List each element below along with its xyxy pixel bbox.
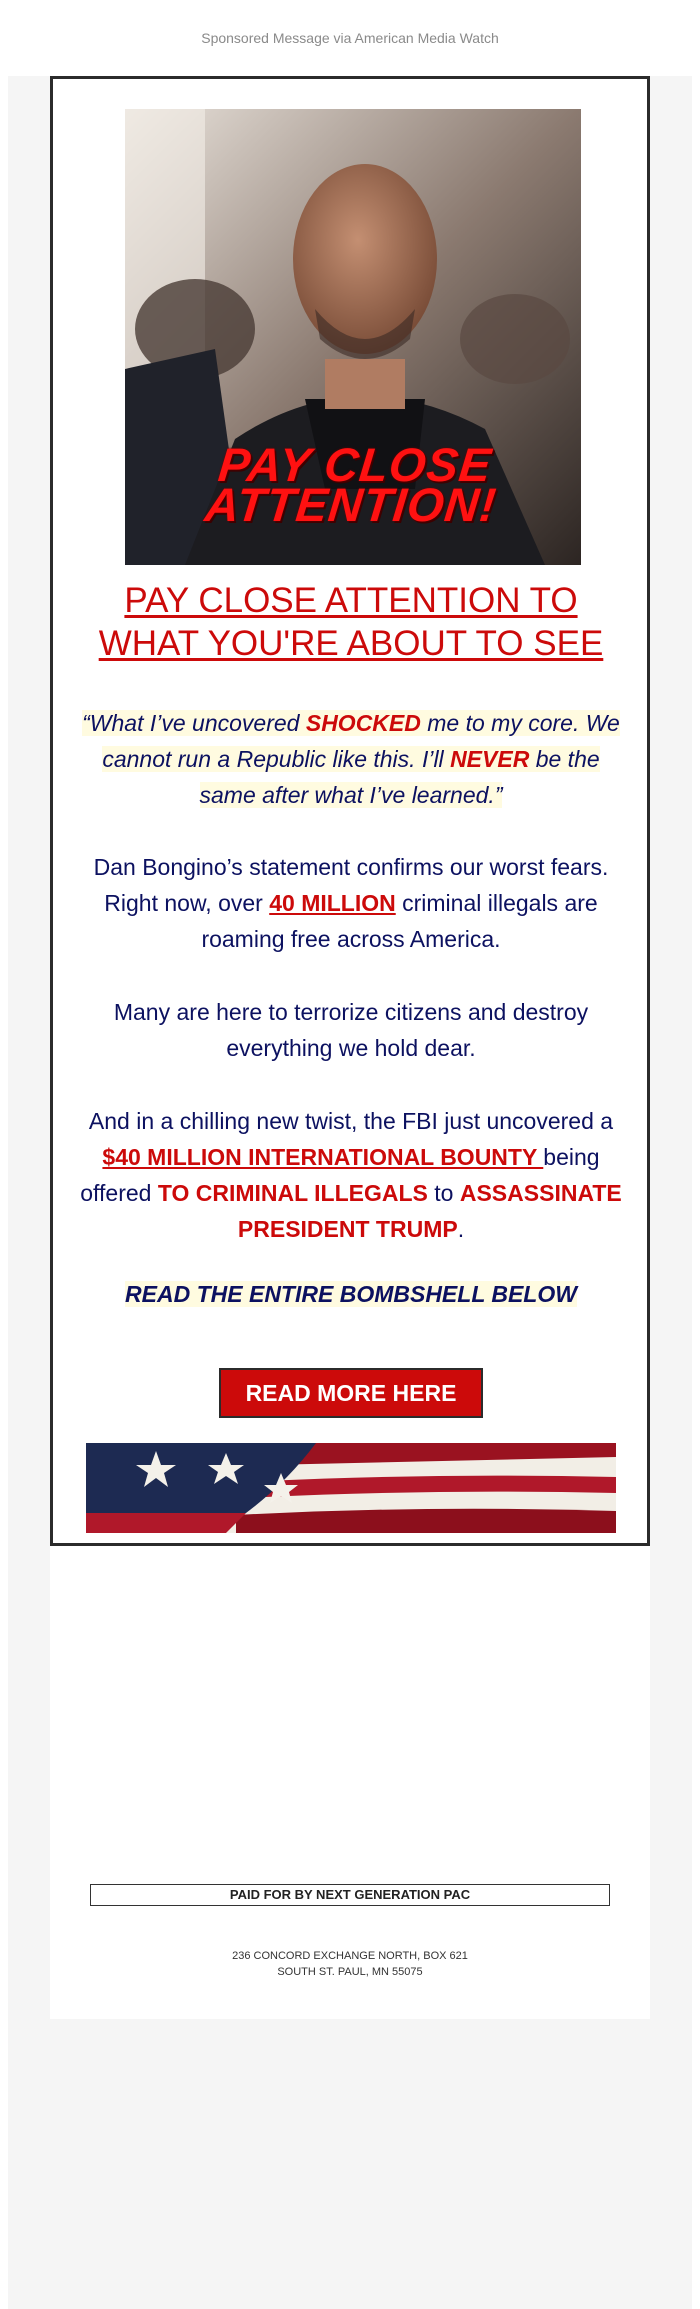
preheader [0,0,700,76]
flag-illustration [86,1443,616,1533]
para3-part3: to [427,1180,460,1206]
main-content-box [50,76,650,1546]
cta-text [73,1276,629,1312]
quote-part1: “What I’ve uncovered [82,710,306,736]
para1-part1: Dan Bongino’s statement confirms our worst fears. Right now, over [93,854,609,916]
para1-part2: criminal illegals are roaming free across America. [201,890,598,952]
para3-part2: being offered [80,1144,600,1206]
para3-bounty-link[interactable]: $40 MILLION INTERNATIONAL BOUNTY [102,1144,544,1170]
quote-part3: be the same after what I’ve learned.” [199,746,600,808]
paragraph-bounty [73,1103,629,1247]
preheader-text: Sponsored Message via American Media Watch [201,30,499,46]
quote-part2: me to my core. We cannot run a Republic like this. I’ll [102,710,620,772]
headline-line1: PAY CLOSE ATTENTION TO [124,581,578,620]
paragraph-statement [73,849,629,957]
para3-part1: And in a chilling new twist, the FBI just uncovered a [88,1108,614,1134]
quote-never: NEVER [450,746,530,772]
read-more-button[interactable]: READ MORE HERE [219,1368,483,1418]
para3-part4: . [457,1216,465,1242]
flag-banner-image[interactable] [86,1443,616,1533]
hero-overlay-line2: ATTENTION! [202,478,500,531]
quote-block [73,705,629,813]
para3-assassinate: ASSASSINATE PRESIDENT TRUMP [237,1180,622,1242]
para1-highlight: 40 MILLION [269,890,396,916]
hero-overlay-text [125,438,581,531]
email-card [50,76,650,2019]
paid-for-disclaimer: PAID FOR BY NEXT GENERATION PAC [90,1884,610,1906]
headline-link[interactable] [73,579,629,665]
mailing-address [90,1948,610,1980]
headline-line2: WHAT YOU'RE ABOUT TO SEE [98,624,604,663]
address-line1: 236 CONCORD EXCHANGE NORTH, BOX 621 [232,1950,468,1962]
quote-shocked: SHOCKED [305,710,421,736]
para3-illegals: TO CRIMINAL ILLEGALS [157,1180,428,1206]
hero-image[interactable] [125,109,581,565]
cta-text-label: READ THE ENTIRE BOMBSHELL BELOW [125,1281,577,1307]
hero-overlay-line1: PAY CLOSE [215,438,495,491]
paragraph-terrorize: Many are here to terrorize citizens and destroy everything we hold dear. [113,999,589,1061]
address-line2: SOUTH ST. PAUL, MN 55075 [277,1966,423,1978]
